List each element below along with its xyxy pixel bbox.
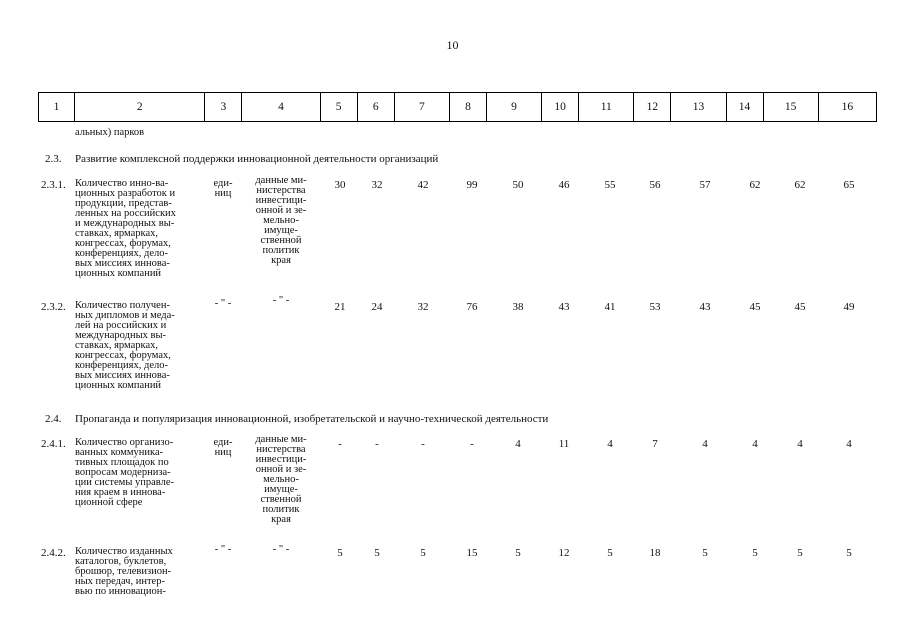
value-cell: 12 — [558, 547, 570, 559]
header-cell: 6 — [357, 93, 394, 122]
value-cell: 5 — [515, 547, 521, 559]
value-cell: 24 — [371, 301, 383, 313]
value-cell: 49 — [843, 301, 855, 313]
value-cell: 11 — [558, 438, 570, 450]
row-name: Количество организо- ванных коммуника- тивных площадок по вопросам модерниза- ции системы управле- ния краем в иннова- ционной сфере — [75, 437, 174, 508]
value-cell: 45 — [749, 301, 761, 313]
row-source: - " - — [272, 295, 290, 306]
value-cell: 15 — [466, 547, 478, 559]
value-cell: 45 — [794, 301, 806, 313]
header-cell: 4 — [242, 93, 320, 122]
value-cell: 5 — [337, 547, 343, 559]
header-cell: 2 — [75, 93, 205, 122]
row-number: 2.3.1. — [41, 179, 66, 191]
page-number: 10 — [446, 38, 459, 52]
header-cell: 3 — [205, 93, 242, 122]
value-cell: 30 — [334, 179, 346, 191]
value-cell: 5 — [797, 547, 803, 559]
header-cell: 5 — [320, 93, 357, 122]
value-cell: 21 — [334, 301, 346, 313]
value-cell: 4 — [752, 438, 758, 450]
value-cell: 56 — [649, 179, 661, 191]
value-cell: 46 — [558, 179, 570, 191]
row-source: данные ми- нистерства инвестици- онной и зе- мельно- имуще- ственной политик края — [255, 434, 307, 525]
header-cell: 9 — [486, 93, 541, 122]
row-number: 2.4.2. — [41, 547, 66, 559]
value-cell: 32 — [371, 179, 383, 191]
header-cell: 11 — [579, 93, 634, 122]
row-number: 2.3.2. — [41, 301, 66, 313]
header-cell: 14 — [726, 93, 763, 122]
row-name: Количество инно-ва- ционных разработок и продукции, представ- ленных на российских и международных вы- ставках, ярмарках, конгрессах, форумах, конференциях, дело- вых миссиях иннова- ционных компаний — [75, 178, 176, 279]
row-name: Количество изданных каталогов, буклетов, брошюр, телевизион- ных передач, интер- вью по инновацион- — [75, 546, 173, 597]
row-number: 2.4.1. — [41, 438, 66, 450]
value-cell: 5 — [420, 547, 426, 559]
value-cell: 43 — [558, 301, 570, 313]
section-title: Развитие комплексной поддержки инновационной деятельности организаций — [75, 153, 439, 165]
value-cell: 50 — [512, 179, 524, 191]
value-cell: 5 — [702, 547, 708, 559]
header-cell: 15 — [763, 93, 818, 122]
row-unit: еди- ниц — [213, 437, 233, 458]
value-cell: 42 — [417, 179, 429, 191]
section-number: 2.3. — [45, 153, 62, 165]
value-cell: 32 — [417, 301, 429, 313]
value-cell: - — [421, 438, 425, 450]
row-source: данные ми- нистерства инвестици- онной и зе- мельно- имуще- ственной политик края — [255, 175, 307, 266]
value-cell: - — [338, 438, 342, 450]
section-title: Пропаганда и популяризация инновационной, изобретательской и научно-технической деятельности — [75, 413, 549, 425]
value-cell: 4 — [702, 438, 708, 450]
value-cell: 55 — [604, 179, 616, 191]
header-cell: 8 — [449, 93, 486, 122]
value-cell: 38 — [512, 301, 524, 313]
row-unit: - " - — [214, 298, 232, 309]
value-cell: 7 — [652, 438, 658, 450]
value-cell: 4 — [515, 438, 521, 450]
header-cell: 16 — [818, 93, 876, 122]
value-cell: 18 — [649, 547, 661, 559]
header-cell: 13 — [671, 93, 726, 122]
value-cell: 43 — [699, 301, 711, 313]
continuation-text: альных) парков — [75, 127, 145, 138]
value-cell: 5 — [846, 547, 852, 559]
value-cell: 57 — [699, 179, 711, 191]
header-cell: 7 — [394, 93, 449, 122]
row-name: Количество получен- ных дипломов и меда- лей на российских и международных вы- ставках, ярмарках, конгрессах, форумах, конференциях, дело- вых миссиях иннова- ционных компаний — [75, 300, 175, 391]
value-cell: 76 — [466, 301, 478, 313]
value-cell: 62 — [749, 179, 761, 191]
value-cell: 99 — [466, 179, 478, 191]
header-cell: 12 — [634, 93, 671, 122]
row-unit: - " - — [214, 544, 232, 555]
value-cell: - — [470, 438, 474, 450]
value-cell: 41 — [604, 301, 616, 313]
value-cell: 4 — [607, 438, 613, 450]
value-cell: 53 — [649, 301, 661, 313]
row-source: - " - — [272, 544, 290, 555]
header-cell: 10 — [542, 93, 579, 122]
header-cell: 1 — [39, 93, 75, 122]
value-cell: 5 — [374, 547, 380, 559]
value-cell: - — [375, 438, 379, 450]
value-cell: 5 — [607, 547, 613, 559]
section-number: 2.4. — [45, 413, 62, 425]
value-cell: 62 — [794, 179, 806, 191]
value-cell: 5 — [752, 547, 758, 559]
value-cell: 65 — [843, 179, 855, 191]
value-cell: 4 — [846, 438, 852, 450]
value-cell: 4 — [797, 438, 803, 450]
table-header — [38, 92, 877, 122]
row-unit: еди- ниц — [213, 178, 233, 199]
